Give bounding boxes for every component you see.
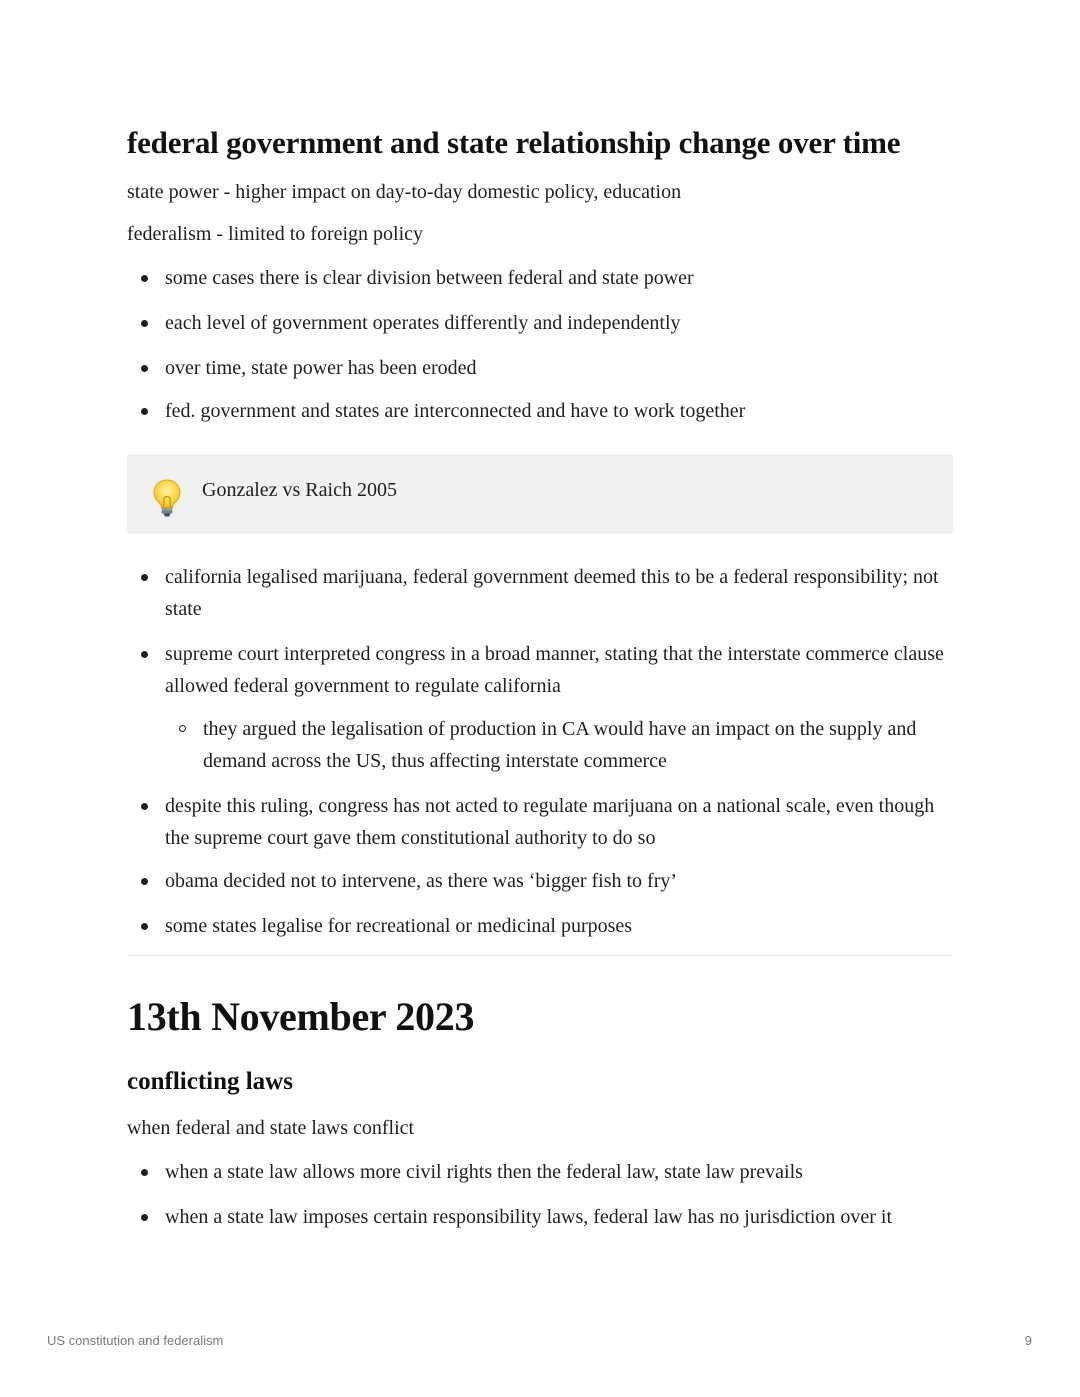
list-item xyxy=(127,865,953,897)
bullet-icon xyxy=(141,1169,148,1176)
footer-document-title: US constitution and federalism xyxy=(47,1333,224,1348)
list-item xyxy=(127,790,953,854)
list-item xyxy=(127,561,953,625)
list-item-text: when a state law allows more civil rights then the federal law, state law prevails xyxy=(165,1161,803,1183)
paragraph: state power - higher impact on day-to-day domestic policy, education xyxy=(127,181,682,203)
bullet-icon xyxy=(141,803,148,810)
bullet-icon xyxy=(141,365,148,372)
hollow-bullet-icon xyxy=(179,725,186,732)
bullet-icon xyxy=(141,923,148,930)
subsection-heading: conflicting laws xyxy=(127,1068,293,1095)
list-item xyxy=(127,1201,953,1233)
bullet-icon xyxy=(141,320,148,327)
list-item-text: california legalised marijuana, federal government deemed this to be a federal responsibility; not state xyxy=(165,566,939,620)
list-item-text: over time, state power has been eroded xyxy=(165,357,477,379)
list-item-text: obama decided not to intervene, as there was ‘bigger fish to fry’ xyxy=(165,870,678,892)
list-item-text: some states legalise for recreational or medicinal purposes xyxy=(165,915,633,937)
callout-box xyxy=(127,454,953,534)
sub-list-item-text: they argued the legalisation of production in CA would have an impact on the supply and demand across the US, thus affecting interstate commerce xyxy=(203,718,917,772)
lightbulb-icon xyxy=(151,478,183,518)
callout-text: Gonzalez vs Raich 2005 xyxy=(202,479,397,501)
bullet-icon xyxy=(141,408,148,415)
footer-page-number: 9 xyxy=(1024,1333,1032,1348)
list-item xyxy=(127,307,953,339)
date-heading: 13th November 2023 xyxy=(127,994,475,1039)
list-item xyxy=(127,395,953,427)
divider xyxy=(127,955,953,956)
list-item xyxy=(127,910,953,942)
sub-list-item xyxy=(165,713,953,777)
paragraph: federalism - limited to foreign policy xyxy=(127,223,424,245)
list-item-text: fed. government and states are interconnected and have to work together xyxy=(165,400,746,422)
bullet-icon xyxy=(141,878,148,885)
list-item xyxy=(127,1156,953,1188)
list-item-text: despite this ruling, congress has not acted to regulate marijuana on a national scale, even though the supreme court gave them constitutional authority to do so xyxy=(165,795,935,849)
bullet-icon xyxy=(141,651,148,658)
list-item xyxy=(127,638,953,702)
list-item-text: supreme court interpreted congress in a broad manner, stating that the interstate commerce clause allowed federal government to regulate california xyxy=(165,643,944,697)
bullet-icon xyxy=(141,275,148,282)
list-item-text: each level of government operates differently and independently xyxy=(165,312,681,334)
section-heading: federal government and state relationship change over time xyxy=(127,125,901,160)
paragraph: when federal and state laws conflict xyxy=(127,1117,415,1139)
list-item-text: some cases there is clear division between federal and state power xyxy=(165,267,694,289)
bullet-icon xyxy=(141,574,148,581)
list-item xyxy=(127,352,953,384)
list-item-text: when a state law imposes certain responsibility laws, federal law has no jurisdiction over it xyxy=(165,1206,893,1228)
list-item xyxy=(127,262,953,294)
bullet-icon xyxy=(141,1214,148,1221)
